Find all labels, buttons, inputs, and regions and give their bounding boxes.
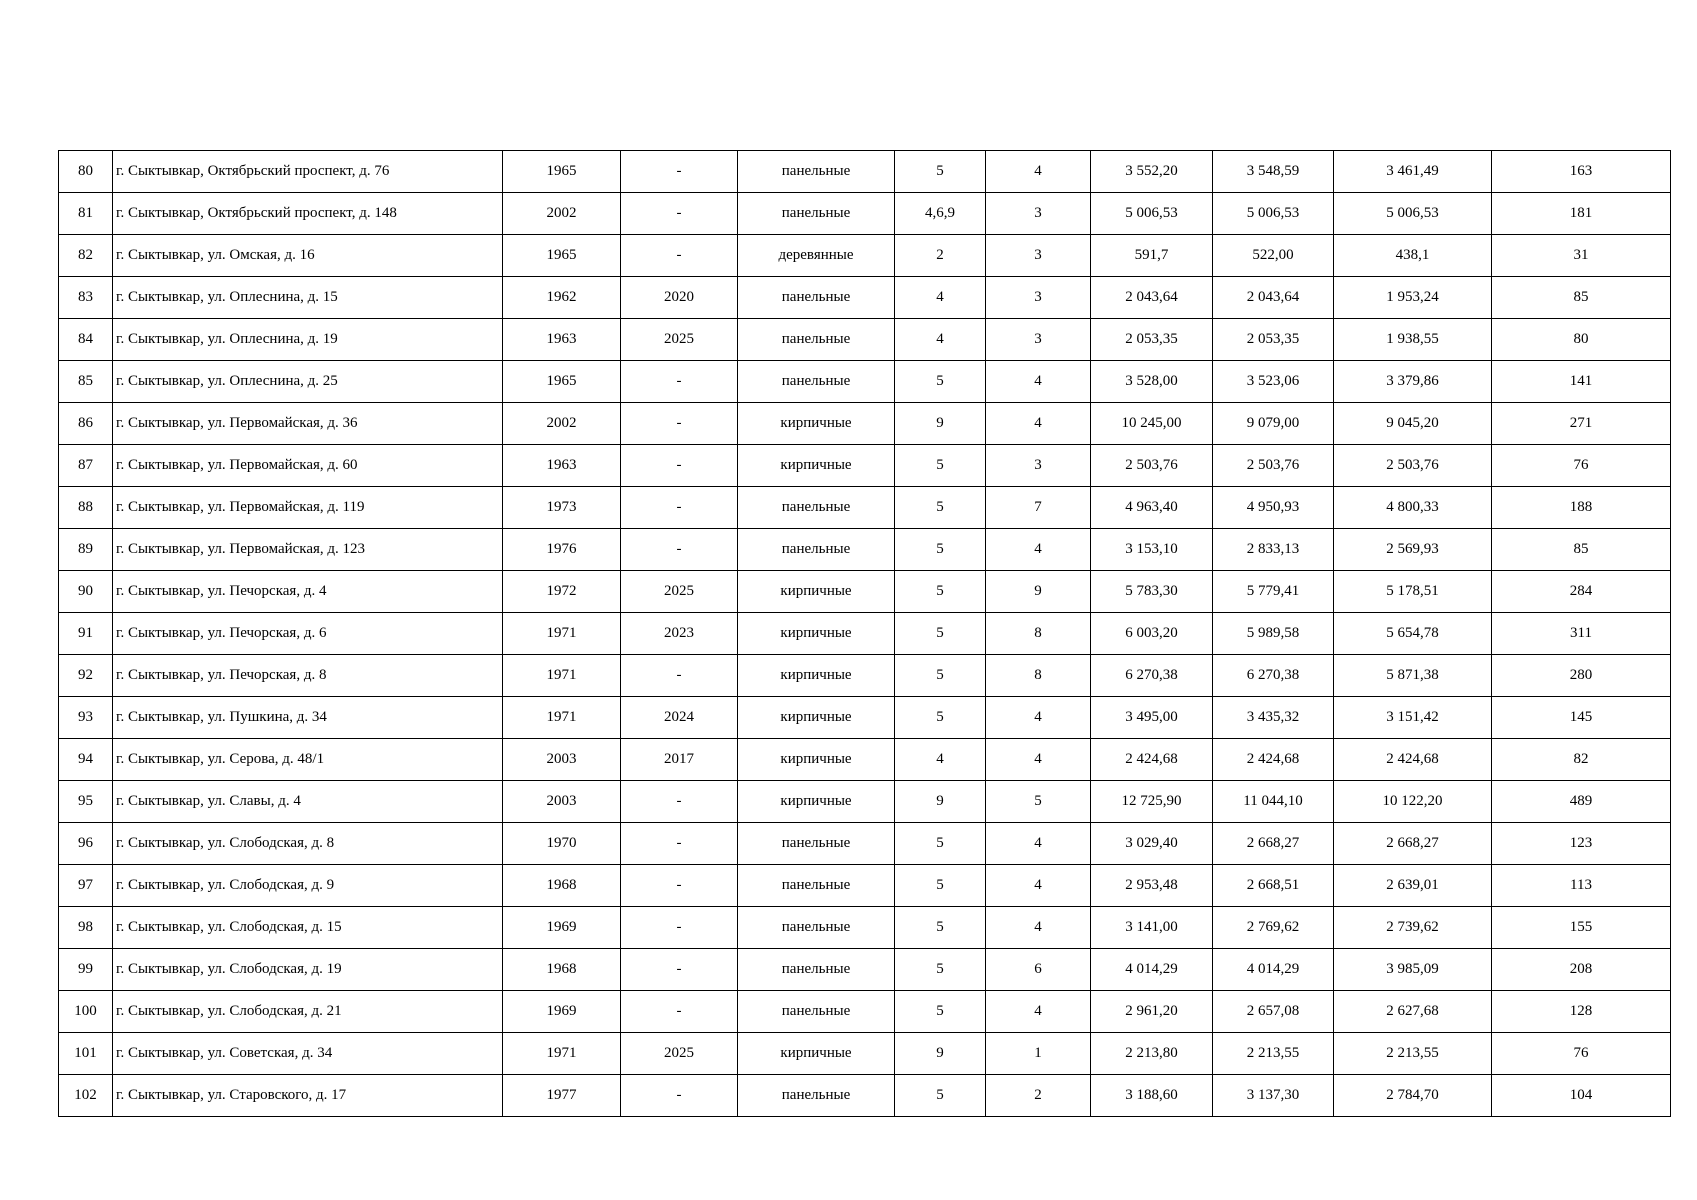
year-built-cell: 1965 bbox=[503, 235, 621, 277]
wall-material-cell: панельные bbox=[738, 361, 895, 403]
year-built-cell: 1971 bbox=[503, 1033, 621, 1075]
floors-cell: 4 bbox=[895, 739, 986, 781]
entrances-cell: 4 bbox=[986, 907, 1091, 949]
wall-material-cell: кирпичные bbox=[738, 781, 895, 823]
living-area-cell: 3 137,30 bbox=[1213, 1075, 1334, 1117]
residents-cell: 141 bbox=[1492, 361, 1671, 403]
repair-year-cell: 2020 bbox=[621, 277, 738, 319]
entrances-cell: 5 bbox=[986, 781, 1091, 823]
repair-year-cell: - bbox=[621, 1075, 738, 1117]
total-area-cell: 3 188,60 bbox=[1091, 1075, 1213, 1117]
year-built-cell: 1968 bbox=[503, 865, 621, 907]
table-row bbox=[59, 277, 1671, 319]
wall-material-cell: кирпичные bbox=[738, 697, 895, 739]
floors-cell: 5 bbox=[895, 571, 986, 613]
table-row bbox=[59, 823, 1671, 865]
residents-cell: 85 bbox=[1492, 529, 1671, 571]
entrances-cell: 3 bbox=[986, 319, 1091, 361]
total-area-cell: 2 213,80 bbox=[1091, 1033, 1213, 1075]
year-built-cell: 2003 bbox=[503, 781, 621, 823]
residential-area-cell: 3 461,49 bbox=[1334, 151, 1492, 193]
table-row bbox=[59, 865, 1671, 907]
residential-area-cell: 2 569,93 bbox=[1334, 529, 1492, 571]
entrances-cell: 9 bbox=[986, 571, 1091, 613]
living-area-cell: 522,00 bbox=[1213, 235, 1334, 277]
living-area-cell: 6 270,38 bbox=[1213, 655, 1334, 697]
table-row bbox=[59, 781, 1671, 823]
year-built-cell: 1968 bbox=[503, 949, 621, 991]
living-area-cell: 2 503,76 bbox=[1213, 445, 1334, 487]
address-cell: г. Сыктывкар, ул. Первомайская, д. 123 bbox=[113, 529, 503, 571]
year-built-cell: 1963 bbox=[503, 445, 621, 487]
year-built-cell: 2002 bbox=[503, 193, 621, 235]
entrances-cell: 4 bbox=[986, 823, 1091, 865]
residential-area-cell: 2 668,27 bbox=[1334, 823, 1492, 865]
total-area-cell: 5 006,53 bbox=[1091, 193, 1213, 235]
table-row bbox=[59, 1033, 1671, 1075]
residential-area-cell: 3 379,86 bbox=[1334, 361, 1492, 403]
floors-cell: 9 bbox=[895, 403, 986, 445]
address-cell: г. Сыктывкар, ул. Серова, д. 48/1 bbox=[113, 739, 503, 781]
floors-cell: 5 bbox=[895, 655, 986, 697]
total-area-cell: 2 053,35 bbox=[1091, 319, 1213, 361]
residential-area-cell: 4 800,33 bbox=[1334, 487, 1492, 529]
residents-cell: 85 bbox=[1492, 277, 1671, 319]
address-cell: г. Сыктывкар, Октябрьский проспект, д. 148 bbox=[113, 193, 503, 235]
floors-cell: 5 bbox=[895, 487, 986, 529]
floors-cell: 5 bbox=[895, 151, 986, 193]
living-area-cell: 2 668,27 bbox=[1213, 823, 1334, 865]
wall-material-cell: кирпичные bbox=[738, 1033, 895, 1075]
entrances-cell: 4 bbox=[986, 403, 1091, 445]
repair-year-cell: 2023 bbox=[621, 613, 738, 655]
repair-year-cell: - bbox=[621, 949, 738, 991]
residents-cell: 188 bbox=[1492, 487, 1671, 529]
entrances-cell: 3 bbox=[986, 445, 1091, 487]
table-row bbox=[59, 949, 1671, 991]
residential-area-cell: 2 739,62 bbox=[1334, 907, 1492, 949]
entrances-cell: 4 bbox=[986, 865, 1091, 907]
residents-cell: 31 bbox=[1492, 235, 1671, 277]
total-area-cell: 3 141,00 bbox=[1091, 907, 1213, 949]
table-row bbox=[59, 529, 1671, 571]
row-number-cell: 96 bbox=[59, 823, 113, 865]
address-cell: г. Сыктывкар, ул. Печорская, д. 8 bbox=[113, 655, 503, 697]
residential-area-cell: 3 151,42 bbox=[1334, 697, 1492, 739]
row-number-cell: 85 bbox=[59, 361, 113, 403]
table-row bbox=[59, 193, 1671, 235]
total-area-cell: 12 725,90 bbox=[1091, 781, 1213, 823]
floors-cell: 5 bbox=[895, 865, 986, 907]
living-area-cell: 9 079,00 bbox=[1213, 403, 1334, 445]
wall-material-cell: кирпичные bbox=[738, 739, 895, 781]
residential-area-cell: 2 424,68 bbox=[1334, 739, 1492, 781]
total-area-cell: 4 014,29 bbox=[1091, 949, 1213, 991]
row-number-cell: 94 bbox=[59, 739, 113, 781]
year-built-cell: 1971 bbox=[503, 613, 621, 655]
wall-material-cell: панельные bbox=[738, 1075, 895, 1117]
row-number-cell: 91 bbox=[59, 613, 113, 655]
residential-area-cell: 2 639,01 bbox=[1334, 865, 1492, 907]
year-built-cell: 1970 bbox=[503, 823, 621, 865]
floors-cell: 9 bbox=[895, 1033, 986, 1075]
row-number-cell: 82 bbox=[59, 235, 113, 277]
wall-material-cell: панельные bbox=[738, 151, 895, 193]
living-area-cell: 3 523,06 bbox=[1213, 361, 1334, 403]
table-row bbox=[59, 361, 1671, 403]
table-row bbox=[59, 1075, 1671, 1117]
total-area-cell: 4 963,40 bbox=[1091, 487, 1213, 529]
floors-cell: 5 bbox=[895, 823, 986, 865]
wall-material-cell: панельные bbox=[738, 193, 895, 235]
floors-cell: 5 bbox=[895, 907, 986, 949]
year-built-cell: 1969 bbox=[503, 991, 621, 1033]
table-row bbox=[59, 403, 1671, 445]
repair-year-cell: 2025 bbox=[621, 319, 738, 361]
residential-area-cell: 2 784,70 bbox=[1334, 1075, 1492, 1117]
living-area-cell: 2 668,51 bbox=[1213, 865, 1334, 907]
entrances-cell: 3 bbox=[986, 193, 1091, 235]
floors-cell: 4,6,9 bbox=[895, 193, 986, 235]
residential-area-cell: 1 953,24 bbox=[1334, 277, 1492, 319]
row-number-cell: 90 bbox=[59, 571, 113, 613]
row-number-cell: 102 bbox=[59, 1075, 113, 1117]
repair-year-cell: - bbox=[621, 529, 738, 571]
row-number-cell: 84 bbox=[59, 319, 113, 361]
table-row bbox=[59, 907, 1671, 949]
row-number-cell: 89 bbox=[59, 529, 113, 571]
entrances-cell: 3 bbox=[986, 277, 1091, 319]
total-area-cell: 3 153,10 bbox=[1091, 529, 1213, 571]
row-number-cell: 95 bbox=[59, 781, 113, 823]
year-built-cell: 1963 bbox=[503, 319, 621, 361]
residents-cell: 145 bbox=[1492, 697, 1671, 739]
residential-area-cell: 5 006,53 bbox=[1334, 193, 1492, 235]
residents-cell: 163 bbox=[1492, 151, 1671, 193]
living-area-cell: 11 044,10 bbox=[1213, 781, 1334, 823]
residents-cell: 155 bbox=[1492, 907, 1671, 949]
entrances-cell: 4 bbox=[986, 151, 1091, 193]
total-area-cell: 5 783,30 bbox=[1091, 571, 1213, 613]
table-body bbox=[59, 151, 1671, 1117]
living-area-cell: 2 043,64 bbox=[1213, 277, 1334, 319]
living-area-cell: 3 548,59 bbox=[1213, 151, 1334, 193]
row-number-cell: 80 bbox=[59, 151, 113, 193]
row-number-cell: 93 bbox=[59, 697, 113, 739]
entrances-cell: 4 bbox=[986, 529, 1091, 571]
wall-material-cell: деревянные bbox=[738, 235, 895, 277]
year-built-cell: 1971 bbox=[503, 655, 621, 697]
residents-cell: 489 bbox=[1492, 781, 1671, 823]
repair-year-cell: - bbox=[621, 445, 738, 487]
address-cell: г. Сыктывкар, ул. Пушкина, д. 34 bbox=[113, 697, 503, 739]
entrances-cell: 4 bbox=[986, 361, 1091, 403]
year-built-cell: 1973 bbox=[503, 487, 621, 529]
residential-area-cell: 5 654,78 bbox=[1334, 613, 1492, 655]
wall-material-cell: кирпичные bbox=[738, 571, 895, 613]
address-cell: г. Сыктывкар, ул. Оплеснина, д. 25 bbox=[113, 361, 503, 403]
address-cell: г. Сыктывкар, ул. Слободская, д. 8 bbox=[113, 823, 503, 865]
entrances-cell: 7 bbox=[986, 487, 1091, 529]
address-cell: г. Сыктывкар, ул. Оплеснина, д. 19 bbox=[113, 319, 503, 361]
residents-cell: 311 bbox=[1492, 613, 1671, 655]
repair-year-cell: - bbox=[621, 865, 738, 907]
living-area-cell: 2 657,08 bbox=[1213, 991, 1334, 1033]
row-number-cell: 97 bbox=[59, 865, 113, 907]
floors-cell: 5 bbox=[895, 949, 986, 991]
entrances-cell: 8 bbox=[986, 655, 1091, 697]
total-area-cell: 2 424,68 bbox=[1091, 739, 1213, 781]
repair-year-cell: 2025 bbox=[621, 571, 738, 613]
floors-cell: 5 bbox=[895, 529, 986, 571]
address-cell: г. Сыктывкар, ул. Слободская, д. 15 bbox=[113, 907, 503, 949]
floors-cell: 4 bbox=[895, 319, 986, 361]
living-area-cell: 2 424,68 bbox=[1213, 739, 1334, 781]
residents-cell: 208 bbox=[1492, 949, 1671, 991]
address-cell: г. Сыктывкар, ул. Печорская, д. 4 bbox=[113, 571, 503, 613]
total-area-cell: 10 245,00 bbox=[1091, 403, 1213, 445]
floors-cell: 5 bbox=[895, 991, 986, 1033]
table-row bbox=[59, 319, 1671, 361]
repair-year-cell: - bbox=[621, 823, 738, 865]
entrances-cell: 3 bbox=[986, 235, 1091, 277]
residential-area-cell: 2 213,55 bbox=[1334, 1033, 1492, 1075]
address-cell: г. Сыктывкар, ул. Славы, д. 4 bbox=[113, 781, 503, 823]
total-area-cell: 2 043,64 bbox=[1091, 277, 1213, 319]
entrances-cell: 8 bbox=[986, 613, 1091, 655]
row-number-cell: 83 bbox=[59, 277, 113, 319]
repair-year-cell: - bbox=[621, 781, 738, 823]
repair-year-cell: - bbox=[621, 907, 738, 949]
wall-material-cell: панельные bbox=[738, 991, 895, 1033]
repair-year-cell: - bbox=[621, 991, 738, 1033]
year-built-cell: 1976 bbox=[503, 529, 621, 571]
repair-year-cell: - bbox=[621, 403, 738, 445]
wall-material-cell: панельные bbox=[738, 907, 895, 949]
living-area-cell: 4 950,93 bbox=[1213, 487, 1334, 529]
total-area-cell: 6 270,38 bbox=[1091, 655, 1213, 697]
row-number-cell: 86 bbox=[59, 403, 113, 445]
living-area-cell: 2 213,55 bbox=[1213, 1033, 1334, 1075]
table-row bbox=[59, 613, 1671, 655]
total-area-cell: 3 528,00 bbox=[1091, 361, 1213, 403]
row-number-cell: 92 bbox=[59, 655, 113, 697]
residents-cell: 123 bbox=[1492, 823, 1671, 865]
address-cell: г. Сыктывкар, ул. Слободская, д. 9 bbox=[113, 865, 503, 907]
address-cell: г. Сыктывкар, Октябрьский проспект, д. 76 bbox=[113, 151, 503, 193]
floors-cell: 4 bbox=[895, 277, 986, 319]
floors-cell: 9 bbox=[895, 781, 986, 823]
living-area-cell: 2 053,35 bbox=[1213, 319, 1334, 361]
residential-area-cell: 5 178,51 bbox=[1334, 571, 1492, 613]
total-area-cell: 591,7 bbox=[1091, 235, 1213, 277]
repair-year-cell: - bbox=[621, 361, 738, 403]
residential-area-cell: 438,1 bbox=[1334, 235, 1492, 277]
total-area-cell: 2 503,76 bbox=[1091, 445, 1213, 487]
table-row bbox=[59, 445, 1671, 487]
residents-cell: 82 bbox=[1492, 739, 1671, 781]
row-number-cell: 87 bbox=[59, 445, 113, 487]
residents-cell: 271 bbox=[1492, 403, 1671, 445]
residents-cell: 76 bbox=[1492, 1033, 1671, 1075]
address-cell: г. Сыктывкар, ул. Слободская, д. 21 bbox=[113, 991, 503, 1033]
row-number-cell: 98 bbox=[59, 907, 113, 949]
address-cell: г. Сыктывкар, ул. Первомайская, д. 119 bbox=[113, 487, 503, 529]
row-number-cell: 100 bbox=[59, 991, 113, 1033]
residential-area-cell: 2 627,68 bbox=[1334, 991, 1492, 1033]
residential-area-cell: 10 122,20 bbox=[1334, 781, 1492, 823]
wall-material-cell: панельные bbox=[738, 277, 895, 319]
living-area-cell: 5 779,41 bbox=[1213, 571, 1334, 613]
residents-cell: 128 bbox=[1492, 991, 1671, 1033]
repair-year-cell: 2025 bbox=[621, 1033, 738, 1075]
wall-material-cell: панельные bbox=[738, 319, 895, 361]
residents-cell: 80 bbox=[1492, 319, 1671, 361]
total-area-cell: 6 003,20 bbox=[1091, 613, 1213, 655]
residents-cell: 181 bbox=[1492, 193, 1671, 235]
wall-material-cell: панельные bbox=[738, 487, 895, 529]
row-number-cell: 88 bbox=[59, 487, 113, 529]
living-area-cell: 3 435,32 bbox=[1213, 697, 1334, 739]
residents-cell: 104 bbox=[1492, 1075, 1671, 1117]
table-row bbox=[59, 151, 1671, 193]
year-built-cell: 1962 bbox=[503, 277, 621, 319]
floors-cell: 5 bbox=[895, 361, 986, 403]
year-built-cell: 1972 bbox=[503, 571, 621, 613]
row-number-cell: 101 bbox=[59, 1033, 113, 1075]
row-number-cell: 81 bbox=[59, 193, 113, 235]
residential-area-cell: 9 045,20 bbox=[1334, 403, 1492, 445]
residential-area-cell: 3 985,09 bbox=[1334, 949, 1492, 991]
wall-material-cell: панельные bbox=[738, 865, 895, 907]
entrances-cell: 4 bbox=[986, 739, 1091, 781]
residents-cell: 280 bbox=[1492, 655, 1671, 697]
floors-cell: 5 bbox=[895, 613, 986, 655]
floors-cell: 2 bbox=[895, 235, 986, 277]
entrances-cell: 4 bbox=[986, 697, 1091, 739]
address-cell: г. Сыктывкар, ул. Первомайская, д. 36 bbox=[113, 403, 503, 445]
total-area-cell: 2 953,48 bbox=[1091, 865, 1213, 907]
address-cell: г. Сыктывкар, ул. Слободская, д. 19 bbox=[113, 949, 503, 991]
residents-cell: 284 bbox=[1492, 571, 1671, 613]
table-row bbox=[59, 991, 1671, 1033]
table-row bbox=[59, 697, 1671, 739]
entrances-cell: 1 bbox=[986, 1033, 1091, 1075]
living-area-cell: 5 989,58 bbox=[1213, 613, 1334, 655]
total-area-cell: 2 961,20 bbox=[1091, 991, 1213, 1033]
wall-material-cell: панельные bbox=[738, 529, 895, 571]
year-built-cell: 1971 bbox=[503, 697, 621, 739]
address-cell: г. Сыктывкар, ул. Печорская, д. 6 bbox=[113, 613, 503, 655]
wall-material-cell: кирпичные bbox=[738, 613, 895, 655]
repair-year-cell: - bbox=[621, 193, 738, 235]
address-cell: г. Сыктывкар, ул. Первомайская, д. 60 bbox=[113, 445, 503, 487]
residential-area-cell: 5 871,38 bbox=[1334, 655, 1492, 697]
wall-material-cell: панельные bbox=[738, 949, 895, 991]
housing-table bbox=[58, 150, 1671, 1117]
year-built-cell: 1969 bbox=[503, 907, 621, 949]
row-number-cell: 99 bbox=[59, 949, 113, 991]
table-row bbox=[59, 739, 1671, 781]
entrances-cell: 2 bbox=[986, 1075, 1091, 1117]
wall-material-cell: кирпичные bbox=[738, 445, 895, 487]
year-built-cell: 1977 bbox=[503, 1075, 621, 1117]
wall-material-cell: панельные bbox=[738, 823, 895, 865]
address-cell: г. Сыктывкар, ул. Оплеснина, д. 15 bbox=[113, 277, 503, 319]
residential-area-cell: 2 503,76 bbox=[1334, 445, 1492, 487]
address-cell: г. Сыктывкар, ул. Советская, д. 34 bbox=[113, 1033, 503, 1075]
repair-year-cell: - bbox=[621, 487, 738, 529]
year-built-cell: 1965 bbox=[503, 361, 621, 403]
year-built-cell: 2002 bbox=[503, 403, 621, 445]
floors-cell: 5 bbox=[895, 697, 986, 739]
address-cell: г. Сыктывкар, ул. Омская, д. 16 bbox=[113, 235, 503, 277]
table-row bbox=[59, 235, 1671, 277]
table-row bbox=[59, 571, 1671, 613]
floors-cell: 5 bbox=[895, 445, 986, 487]
floors-cell: 5 bbox=[895, 1075, 986, 1117]
living-area-cell: 5 006,53 bbox=[1213, 193, 1334, 235]
total-area-cell: 3 552,20 bbox=[1091, 151, 1213, 193]
wall-material-cell: кирпичные bbox=[738, 403, 895, 445]
repair-year-cell: 2017 bbox=[621, 739, 738, 781]
year-built-cell: 1965 bbox=[503, 151, 621, 193]
repair-year-cell: 2024 bbox=[621, 697, 738, 739]
living-area-cell: 2 769,62 bbox=[1213, 907, 1334, 949]
table-row bbox=[59, 487, 1671, 529]
living-area-cell: 4 014,29 bbox=[1213, 949, 1334, 991]
total-area-cell: 3 029,40 bbox=[1091, 823, 1213, 865]
wall-material-cell: кирпичные bbox=[738, 655, 895, 697]
residents-cell: 113 bbox=[1492, 865, 1671, 907]
table-row bbox=[59, 655, 1671, 697]
address-cell: г. Сыктывкар, ул. Старовского, д. 17 bbox=[113, 1075, 503, 1117]
residential-area-cell: 1 938,55 bbox=[1334, 319, 1492, 361]
repair-year-cell: - bbox=[621, 235, 738, 277]
entrances-cell: 6 bbox=[986, 949, 1091, 991]
total-area-cell: 3 495,00 bbox=[1091, 697, 1213, 739]
repair-year-cell: - bbox=[621, 151, 738, 193]
living-area-cell: 2 833,13 bbox=[1213, 529, 1334, 571]
year-built-cell: 2003 bbox=[503, 739, 621, 781]
entrances-cell: 4 bbox=[986, 991, 1091, 1033]
repair-year-cell: - bbox=[621, 655, 738, 697]
residents-cell: 76 bbox=[1492, 445, 1671, 487]
